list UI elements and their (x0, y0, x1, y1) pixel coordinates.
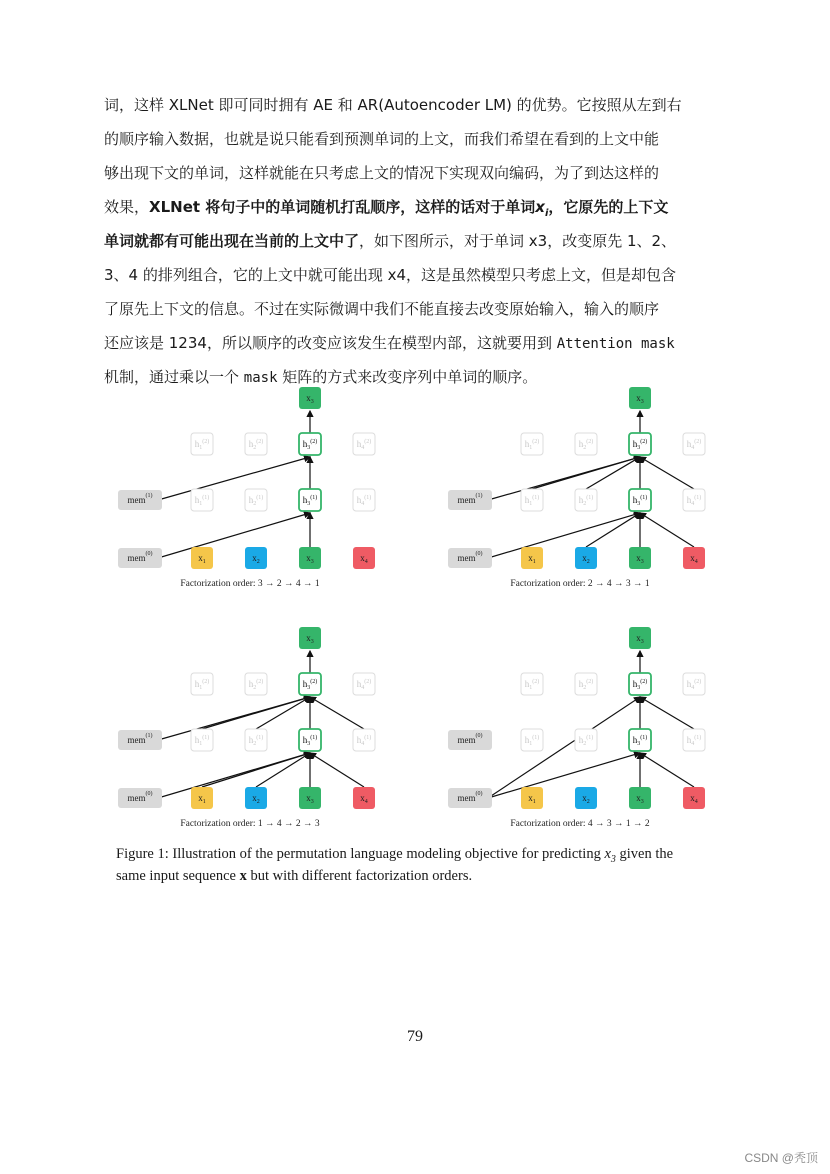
attention-edge (532, 457, 640, 489)
hidden-node-label-sup: (2) (202, 439, 210, 445)
input-token-label: $x_2$ (252, 553, 260, 565)
hidden-node-label: $h_3^{(1)}$ (632, 735, 648, 747)
output-token-label: $x_3$ (306, 633, 314, 645)
attention-edge (640, 753, 694, 787)
hidden-node-label-sub: 1 (529, 685, 533, 691)
hidden-node-label: $h_4^{(1)}$ (686, 735, 702, 747)
hidden-node-label: $h_4^{(2)}$ (686, 679, 702, 691)
hidden-node-label-sup: (1) (586, 495, 594, 501)
hidden-node-label-sup: (1) (202, 735, 210, 741)
text-line-7: 了原先上下文的信息。不过在实际微调中我们不能直接去改变原始输入，输入的顺序 (104, 300, 660, 318)
caption-text: given the (615, 846, 674, 862)
mem-bottom-box-label-sup: (0) (145, 551, 153, 557)
factorization-order-label: Factorization order: 2 → 4 → 3 → 1 (510, 579, 650, 589)
hidden-node-label: $h_2^{(2)}$ (578, 439, 594, 451)
input-token-label: $x_4$ (690, 553, 698, 565)
text-line-5 (104, 224, 736, 258)
hidden-node-label-sup: (2) (640, 439, 648, 445)
input-token-label: $x_3$ (636, 793, 644, 805)
hidden-node-label-sup: (1) (640, 735, 648, 741)
mem-bottom-box-label-sup: (0) (475, 551, 483, 557)
hidden-node-label-sup: (2) (310, 439, 318, 445)
attention-edge (202, 697, 310, 729)
hidden-node-label: $h_3^{(2)}$ (632, 679, 648, 691)
hidden-node-label: $h_3^{(2)}$ (302, 439, 318, 451)
panel-diagram (100, 618, 420, 848)
hidden-node-label: $h_1^{(1)}$ (524, 495, 540, 507)
hidden-node-label: $h_2^{(2)}$ (578, 679, 594, 691)
mem-top-box-label: mem$^{(0)}$ (457, 733, 483, 745)
hidden-node-label-sup: (1) (256, 735, 264, 741)
input-token-label-sub: 3 (640, 799, 644, 805)
hidden-node-label-sub: 4 (691, 501, 695, 507)
hidden-node-label-sup: (1) (532, 495, 540, 501)
hidden-node-label-sup: (2) (586, 439, 594, 445)
hidden-node-label-sup: (1) (202, 495, 210, 501)
attention-edge (310, 697, 364, 729)
text-plain: 效果， (104, 198, 150, 216)
text-plain: 还应该是 1234，所以顺序的改变应该发生在模型内部，这就要用到 (104, 334, 557, 352)
factorization-order-label: Factorization order: 3 → 2 → 4 → 1 (180, 579, 320, 589)
factorization-order-label: Factorization order: 1 → 4 → 2 → 3 (180, 819, 320, 829)
text-line-6: 3、4 的排列组合，它的上文中就可能出现 x4，这是虽然模型只考虑上文，但是却包含 (104, 266, 677, 284)
text-line-3: 够出现下文的单词，这样就能在只考虑上文的情况下实现双向编码，为了到达这样的 (104, 164, 660, 182)
input-token-label: $x_3$ (306, 793, 314, 805)
input-token-label-sub: 1 (202, 559, 206, 565)
attention-edge (488, 513, 640, 558)
output-token-label-sub: 3 (310, 639, 314, 645)
input-token-label-sub: 3 (310, 799, 314, 805)
hidden-node-label-sub: 3 (637, 445, 641, 451)
mem-top-box-label: mem$^{(1)}$ (457, 493, 483, 505)
hidden-node-label-sub: 2 (253, 741, 257, 747)
mem-bottom-box-label-sup: (0) (145, 791, 153, 797)
hidden-node-label: $h_1^{(1)}$ (524, 735, 540, 747)
text-bold: ，它原先的上下文 (548, 198, 669, 216)
attention-edge (256, 697, 310, 729)
input-token-label: $x_1$ (528, 553, 536, 565)
attention-edge (488, 697, 640, 798)
hidden-node-label-sup: (1) (256, 495, 264, 501)
input-token-label-sub: 1 (532, 559, 536, 565)
hidden-node-label-sub: 2 (583, 501, 587, 507)
hidden-node-label: $h_3^{(2)}$ (302, 679, 318, 691)
attention-edge (586, 457, 640, 489)
hidden-node-label-sub: 1 (529, 741, 533, 747)
hidden-node-label-sup: (2) (256, 439, 264, 445)
hidden-node-label: $h_1^{(1)}$ (194, 495, 210, 507)
text-line-1: 词，这样 XLNet 即可同时拥有 AE 和 AR(Autoencoder LM) 的优势。它按照从左到右 (104, 96, 682, 114)
hidden-node-label: $h_3^{(1)}$ (302, 495, 318, 507)
hidden-node-label-sub: 1 (199, 445, 203, 451)
hidden-node-label-sup: (1) (640, 495, 648, 501)
hidden-node-label: $h_1^{(1)}$ (194, 735, 210, 747)
hidden-node-label-sub: 2 (583, 445, 587, 451)
hidden-node-label-sub: 1 (199, 685, 203, 691)
mem-bottom-box-label-sup: (0) (475, 791, 483, 797)
attention-edge (586, 513, 640, 547)
hidden-node-label-sup: (1) (364, 735, 372, 741)
input-token-label: $x_1$ (198, 553, 206, 565)
hidden-node-label-sub: 4 (361, 445, 365, 451)
attention-edge (488, 753, 640, 798)
mem-bottom-box-label: mem$^{(0)}$ (127, 551, 153, 563)
attention-edge (640, 457, 694, 489)
input-token-label: $x_2$ (582, 553, 590, 565)
hidden-node-label-sub: 2 (583, 741, 587, 747)
permutation-figure (100, 378, 740, 848)
factorization-order-label: Factorization order: 4 → 3 → 1 → 2 (510, 819, 650, 829)
hidden-node-label-sup: (2) (364, 679, 372, 685)
page-number: 79 (407, 1028, 423, 1045)
hidden-node-label: $h_2^{(1)}$ (248, 495, 264, 507)
mem-bottom-box-label: mem$^{(0)}$ (457, 551, 483, 563)
hidden-node-label-sub: 3 (637, 685, 641, 691)
mem-bottom-box-label: mem$^{(0)}$ (457, 791, 483, 803)
hidden-node-label: $h_1^{(2)}$ (194, 679, 210, 691)
input-token-label: $x_4$ (360, 553, 368, 565)
output-token-label: $x_3$ (306, 393, 314, 405)
input-token-label-sub: 4 (694, 559, 698, 565)
hidden-node-label-sub: 3 (307, 741, 311, 747)
input-token-label: $x_3$ (636, 553, 644, 565)
input-token-label: $x_3$ (306, 553, 314, 565)
output-token-label-sub: 3 (640, 399, 644, 405)
hidden-node-label-sup: (1) (694, 495, 702, 501)
hidden-node-label: $h_2^{(1)}$ (578, 735, 594, 747)
hidden-node-label: $h_2^{(2)}$ (248, 439, 264, 451)
input-token-label: $x_4$ (360, 793, 368, 805)
input-token-label-sub: 4 (364, 559, 368, 565)
hidden-node-label: $h_2^{(1)}$ (578, 495, 594, 507)
hidden-node-label-sub: 4 (361, 685, 365, 691)
text-plain: ，如下图所示，对于单词 x3，改变原先 1、2、 (359, 232, 677, 250)
hidden-node-label-sub: 2 (583, 685, 587, 691)
hidden-node-label-sub: 4 (691, 685, 695, 691)
body-paragraph (104, 88, 736, 394)
mem-top-box-label-sup: (1) (145, 733, 153, 739)
hidden-node-label: $h_4^{(2)}$ (356, 679, 372, 691)
text-line-2: 的顺序输入数据，也就是说只能看到预测单词的上文，而我们希望在看到的上文中能 (104, 130, 660, 148)
hidden-node-label-sup: (1) (532, 735, 540, 741)
caption-bold: x (239, 867, 247, 884)
hidden-node-label-sub: 4 (361, 501, 365, 507)
hidden-node-label-sup: (2) (640, 679, 648, 685)
mem-top-box-label: mem$^{(1)}$ (127, 733, 153, 745)
figure-caption (116, 846, 716, 885)
output-token-label: $x_3$ (636, 633, 644, 645)
text-plain: 机制，通过乘以一个 (104, 368, 244, 386)
hidden-node-label: $h_1^{(2)}$ (524, 679, 540, 691)
hidden-node-label-sup: (2) (310, 679, 318, 685)
hidden-node-label-sup: (1) (310, 495, 318, 501)
panel-diagram (430, 618, 750, 848)
hidden-node-label-sup: (2) (364, 439, 372, 445)
caption-var: x (604, 846, 611, 862)
input-token-label-sub: 3 (310, 559, 314, 565)
hidden-node-label-sub: 2 (253, 501, 257, 507)
input-token-label: $x_1$ (198, 793, 206, 805)
hidden-node-label-sup: (1) (694, 735, 702, 741)
input-token-label: $x_4$ (690, 793, 698, 805)
hidden-node-label-sup: (1) (364, 495, 372, 501)
mem-top-box-label-sup: (0) (475, 733, 483, 739)
input-token-label-sub: 2 (586, 559, 590, 565)
hidden-node-label-sub: 3 (637, 501, 641, 507)
mem-top-box-label-sup: (1) (145, 493, 153, 499)
text-mono: mask (243, 370, 278, 386)
math-var: x (535, 198, 545, 216)
hidden-node-label-sup: (1) (586, 735, 594, 741)
hidden-node-label-sub: 4 (691, 445, 695, 451)
hidden-node-label-sub: 3 (307, 501, 311, 507)
hidden-node-label-sub: 3 (307, 445, 311, 451)
attention-edge (640, 697, 694, 729)
hidden-node-label-sub: 3 (307, 685, 311, 691)
text-line-4 (104, 190, 736, 224)
hidden-node-label: $h_4^{(1)}$ (356, 495, 372, 507)
hidden-node-label-sup: (2) (532, 439, 540, 445)
input-token-label: $x_2$ (252, 793, 260, 805)
input-token-label-sub: 4 (364, 799, 368, 805)
output-token-label-sub: 3 (640, 639, 644, 645)
hidden-node-label-sup: (2) (256, 679, 264, 685)
input-token-label-sub: 2 (256, 799, 260, 805)
panel-diagram (430, 378, 750, 608)
figure-panel-1 (100, 378, 420, 608)
output-token-label: $x_3$ (636, 393, 644, 405)
hidden-node-label: $h_4^{(1)}$ (356, 735, 372, 747)
caption-text: Figure 1: Illustration of the permutation language modeling objective for predicting (116, 846, 605, 862)
attention-edge (310, 753, 364, 787)
panel-diagram (100, 378, 420, 608)
hidden-node-label-sub: 3 (637, 741, 641, 747)
hidden-node-label: $h_3^{(1)}$ (302, 735, 318, 747)
hidden-node-label-sub: 1 (529, 501, 533, 507)
hidden-node-label: $h_2^{(1)}$ (248, 735, 264, 747)
attention-edge (158, 457, 310, 500)
hidden-node-label: $h_1^{(2)}$ (524, 439, 540, 451)
hidden-node-label: $h_3^{(1)}$ (632, 495, 648, 507)
input-token-label-sub: 4 (694, 799, 698, 805)
caption-text: same input sequence (116, 867, 240, 884)
input-token-label-sub: 2 (256, 559, 260, 565)
hidden-node-label-sub: 4 (361, 741, 365, 747)
hidden-node-label-sub: 4 (691, 741, 695, 747)
mem-top-box-label-sup: (1) (475, 493, 483, 499)
attention-edge (158, 513, 310, 558)
input-token-label-sub: 3 (640, 559, 644, 565)
mem-bottom-box-label: mem$^{(0)}$ (127, 791, 153, 803)
hidden-node-label-sup: (1) (310, 735, 318, 741)
output-token-label-sub: 3 (310, 399, 314, 405)
text-mono: Attention mask (556, 336, 675, 352)
input-token-label: $x_2$ (582, 793, 590, 805)
hidden-node-label: $h_4^{(2)}$ (686, 439, 702, 451)
figure-panel-3 (100, 618, 420, 848)
hidden-node-label-sup: (2) (532, 679, 540, 685)
hidden-node-label-sub: 2 (253, 685, 257, 691)
caption-sub: 3 (610, 853, 616, 865)
caption-text: but with different factorization orders. (246, 867, 473, 884)
input-token-label: $x_1$ (528, 793, 536, 805)
math-sub: i (544, 208, 549, 219)
watermark: CSDN @秃顶 (744, 1151, 818, 1165)
text-plain: 矩阵的方式来改变序列中单词的顺序。 (277, 368, 538, 386)
hidden-node-label: $h_4^{(1)}$ (686, 495, 702, 507)
text-bold: 单词就都有可能出现在当前的上文中了 (104, 232, 360, 250)
text-bold: XLNet 将句子中的单词随机打乱顺序，这样的话对于单词 (149, 198, 536, 216)
text-line-8 (104, 326, 736, 360)
mem-top-box-label: mem$^{(1)}$ (127, 493, 153, 505)
attention-edge (202, 753, 310, 787)
attention-edge (256, 753, 310, 787)
hidden-node-label-sub: 1 (199, 501, 203, 507)
input-token-label-sub: 1 (202, 799, 206, 805)
input-token-label-sub: 1 (532, 799, 536, 805)
input-token-label-sub: 2 (586, 799, 590, 805)
hidden-node-label-sup: (2) (202, 679, 210, 685)
hidden-node-label: $h_3^{(2)}$ (632, 439, 648, 451)
figure-panel-2 (430, 378, 750, 608)
hidden-node-label-sub: 2 (253, 445, 257, 451)
hidden-node-label-sub: 1 (199, 741, 203, 747)
hidden-node-label-sup: (2) (694, 439, 702, 445)
hidden-node-label-sub: 1 (529, 445, 533, 451)
hidden-node-label-sup: (2) (694, 679, 702, 685)
hidden-node-label: $h_2^{(2)}$ (248, 679, 264, 691)
attention-edge (640, 513, 694, 547)
hidden-node-label: $h_1^{(2)}$ (194, 439, 210, 451)
figure-panel-4 (430, 618, 750, 848)
hidden-node-label-sup: (2) (586, 679, 594, 685)
hidden-node-label: $h_4^{(2)}$ (356, 439, 372, 451)
